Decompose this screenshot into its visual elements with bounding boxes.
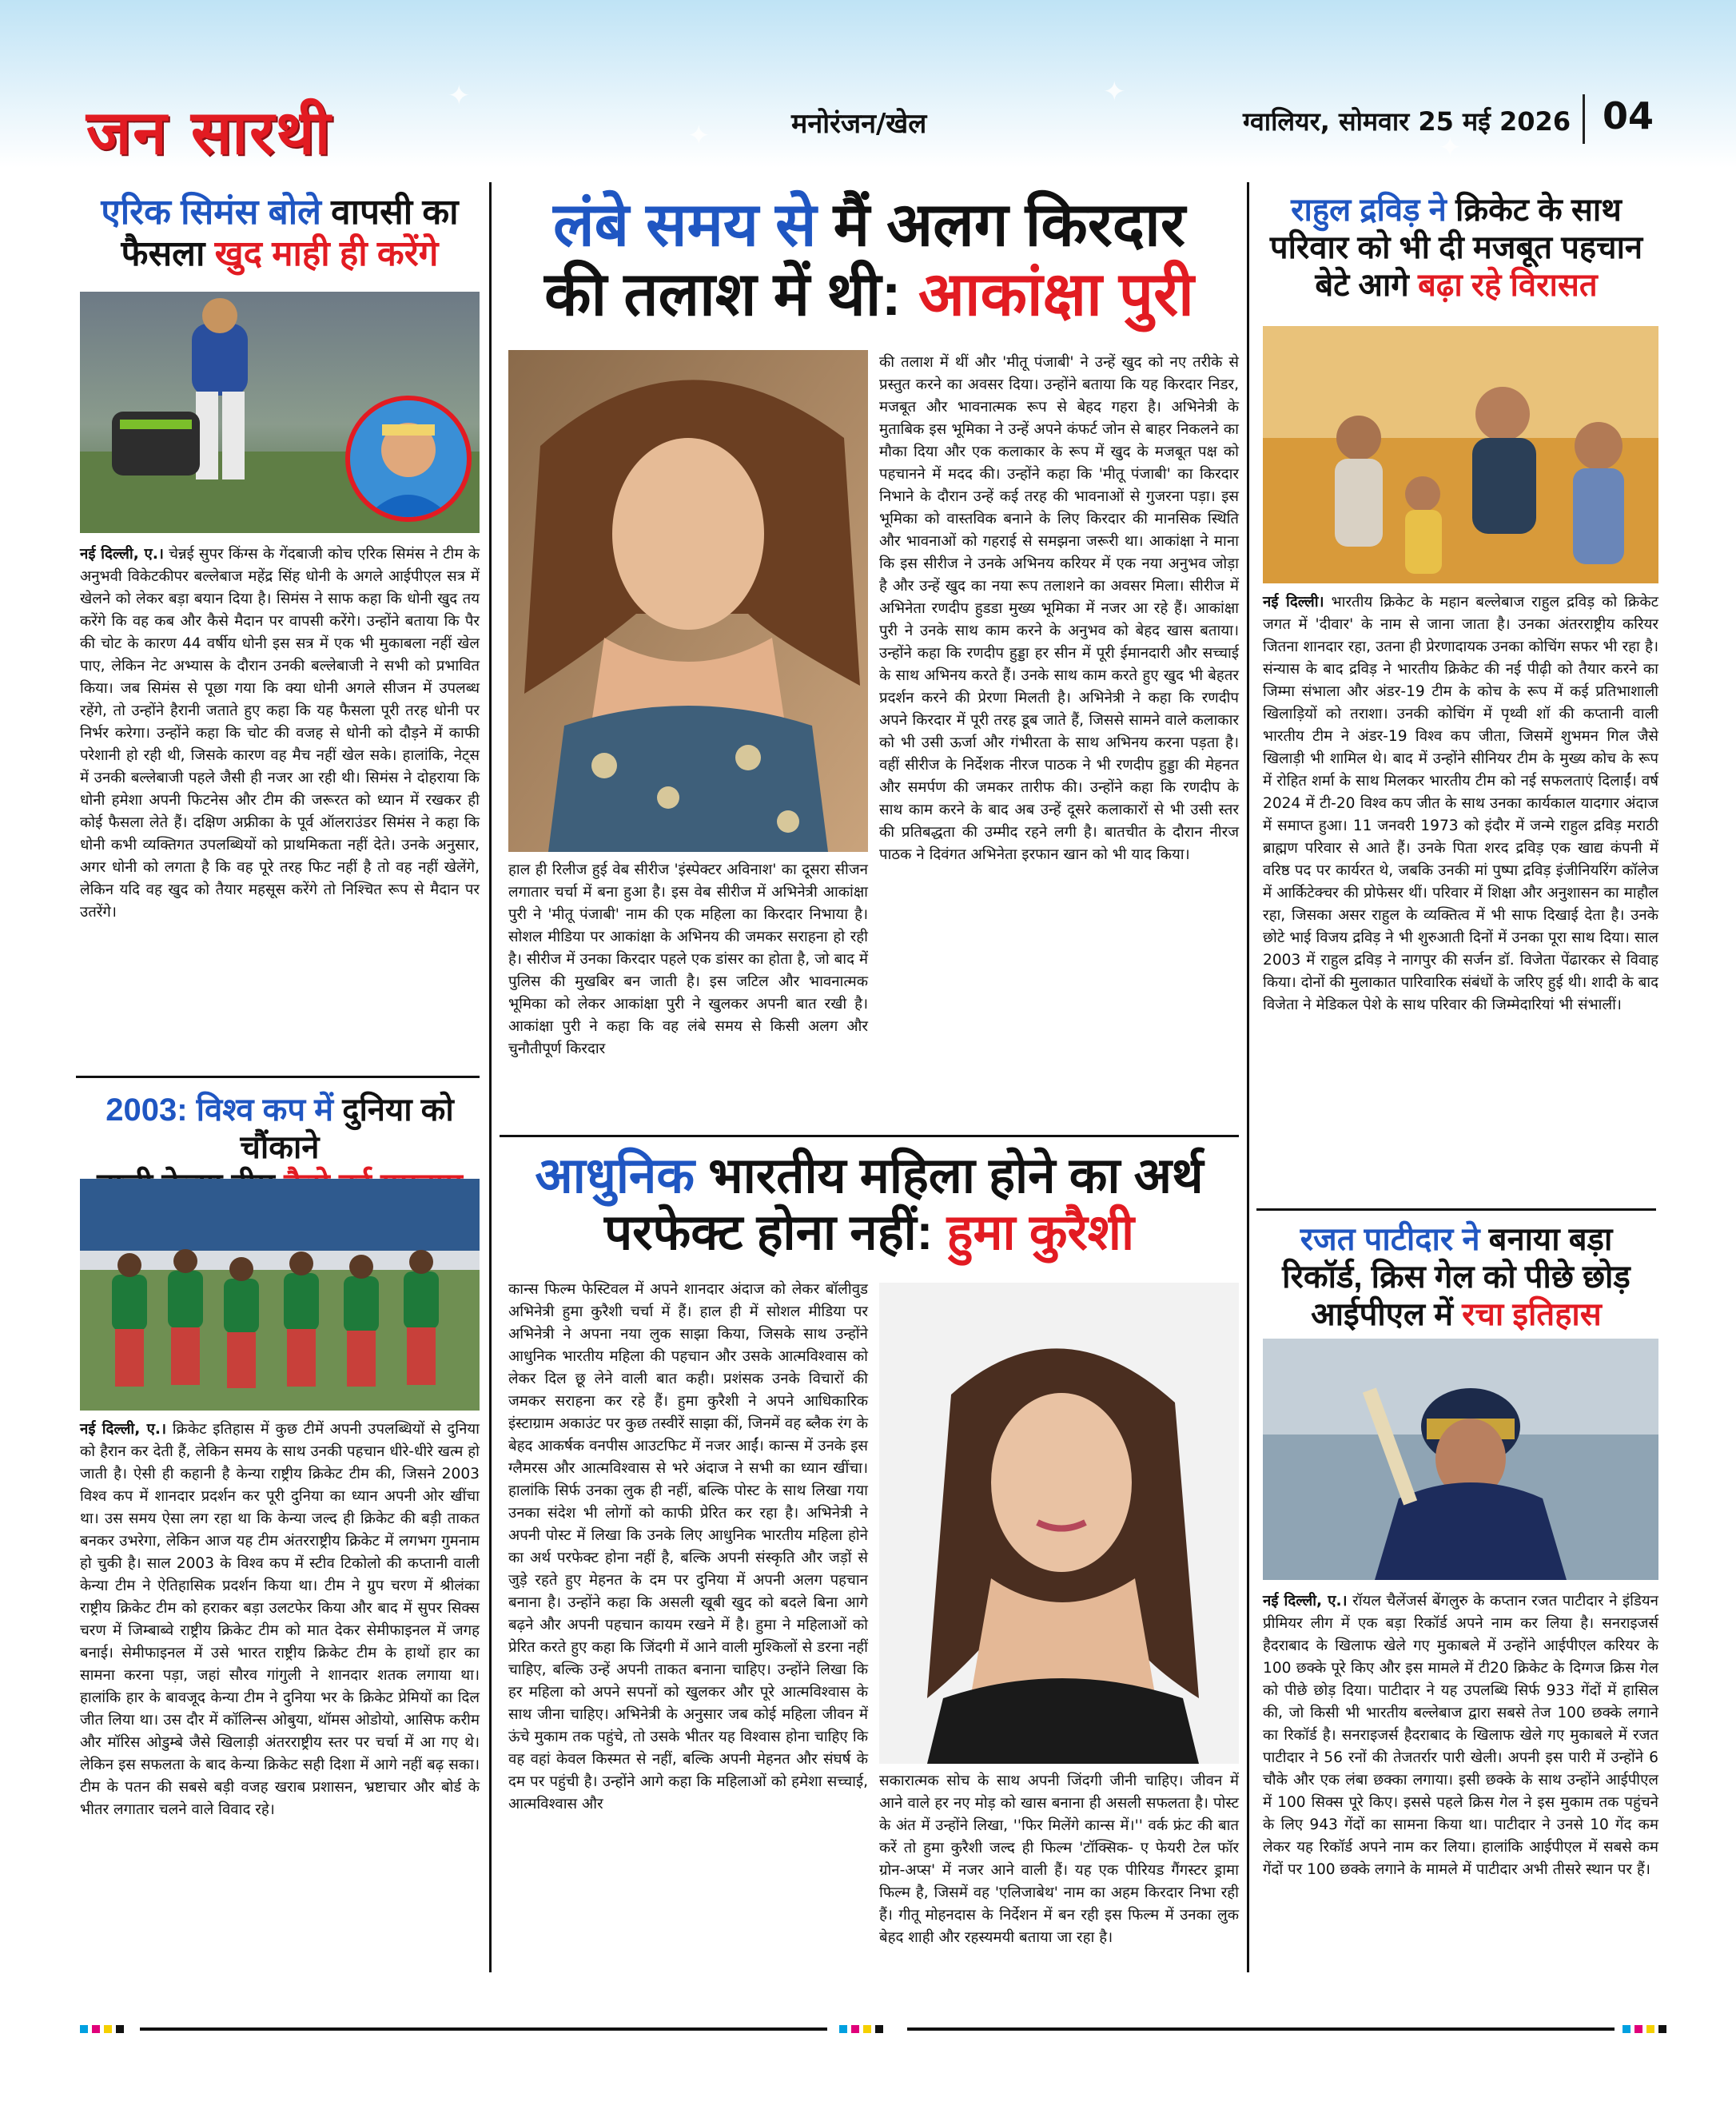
body-akanksha-1: हाल ही रिलीज हुई वेब सीरीज 'इंस्पेक्टर अविनाश' का दूसरा सीजन लगातार चर्चा में बना हुआ है। इस वेब सीरीज में अभिनेत्री आकांक्षा पुरी ने 'मीतू पंजाबी' नाम की एक महिला का किरदार निभाया है। सोशल मीडिया पर आकांक्षा के अभिनय की जमकर सराहना हो रही है। सीरीज में उनका किरदार पहले एक डांसर का होता है, जो बाद में पुलिस की मुखबिर बन जाती है। इस जटिल और भावनात्मक भूमिका को लेकर आकांक्षा पुरी ने खुलकर अपनी बात रखी है। आकांक्षा पुरी ने कहा कि वह लंबे समय से किसी अलग और चुनौतीपूर्ण किरदार bbox=[508, 862, 868, 1057]
headline-dravid: राहुल द्रविड़ ने क्रिकेट के साथ परिवार को भी दी मजबूत पहचान बेटे आगे बढ़ा रहे विरासत bbox=[1269, 193, 1643, 304]
body-simmons: नई दिल्ली, ए.। चेन्नई सुपर किंग्स के गेंदबाजी कोच एरिक सिमंस ने टीम के अनुभवी विकेटकीपर बल्लेबाज महेंद्र सिंह धोनी के अगले आईपीएल सत्र में खेलने को लेकर बड़ा बयान दिया है। सिमंस ने साफ कहा कि धोनी खुद तय करेंगे कि वह कब और कैसे मैदान पर वापसी करेंगे। उन्होंने बताया कि पैर की चोट के कारण 44 वर्षीय धोनी इस सत्र में एक भी मुकाबला नहीं खेल पाए, लेकिन नेट अभ्यास के दौरान उनकी बल्लेबाजी ने सभी को प्रभावित किया। जब सिमंस से पूछा गया कि क्या धोनी अगले सीजन में उपलब्ध रहेंगे, तो उन्होंने हैरानी जताते हुए कहा कि यह फैसला पूरी तरह धोनी पर निर्भर करेगा। उन्होंने कहा कि चोट की वजह से धोनी को दौड़ने में काफी परेशानी हो रही थी, जिसके कारण वह मैच नहीं खेल सके। हालांकि, नेट्स में उनकी बल्लेबाजी पहले जैसी ही नजर आ रही थी। सिमंस ने दोहराया कि धोनी हमेशा अपनी फिटनेस और टीम की जरूरत को ध्यान में रखकर ही कोई फैसला लेते हैं। दक्षिण अफ्रीका के पूर्व ऑलराउंडर सिमंस ने कहा कि धोनी कभी व्यक्तिगत उपलब्धियों को प्राथमिकता नहीं देते। उनके अनुसार, अगर धोनी को लगता है कि वह पूरे तरह फिट नहीं है तो वह नहीं खेलेंगे, लेकिन यदि वह खुद को तैयार महसूस करेंगे तो निश्चित रूप से मैदान पर उतरेंगे। bbox=[80, 546, 480, 921]
section-rule-right bbox=[1256, 1208, 1656, 1211]
section-name: मनोरंजन/खेल bbox=[791, 108, 927, 140]
registration-marks-center bbox=[839, 2025, 883, 2033]
star-decoration-icon: ✦ bbox=[448, 80, 471, 112]
body-kenya: नई दिल्ली, ए.। क्रिकेट इतिहास में कुछ टीमें अपनी उपलब्धियों से दुनिया को हैरान कर देती हैं, लेकिन समय के साथ उनकी पहचान धीरे-धीरे खत्म हो जाती है। ऐसी ही कहानी है केन्या राष्ट्रीय क्रिकेट टीम की, जिसने 2003 विश्व कप में शानदार प्रदर्शन कर पूरी दुनिया का ध्यान अपनी ओर खींचा था। उस समय ऐसा लग रहा था कि केन्या जल्द ही क्रिकेट की बड़ी ताकत बनकर उभरेगा, लेकिन आज यह टीम अंतरराष्ट्रीय क्रिकेट में लगभग गुमनाम हो चुकी है। साल 2003 के विश्व कप में स्टीव टिकोलो की कप्तानी वाली केन्या टीम ने ऐतिहासिक प्रदर्शन किया था। टीम ने ग्रुप चरण में श्रीलंका राष्ट्रीय क्रिकेट टीम को हराकर बड़ा उलटफेर किया और बाद में सुपर सिक्स चरण में जिम्बाब्वे राष्ट्रीय क्रिकेट टीम को मात देकर सेमीफाइनल में जगह बनाई। सेमीफाइनल में उसे भारत राष्ट्रीय क्रिकेट टीम के हाथों हार का सामना करना पड़ा, जहां सौरव गांगुली ने शानदार शतक लगाया था। हालांकि हार के बावजूद केन्या टीम ने दुनिया भर के क्रिकेट प्रेमियों का दिल जीत लिया था। उस दौर में कॉलिन्स ओबुया, थॉमस ओडोयो, आसिफ करीम और मॉरिस ओडुम्बे जैसे खिलाड़ी अंतरराष्ट्रीय स्तर पर चर्चा में आ गए थे। लेकिन इस सफलता के बाद केन्या क्रिकेट सही दिशा में आगे नहीं बढ़ सका। टीम के पतन की सबसे बड़ी वजह खराब प्रशासन, भ्रष्टाचार और बोर्ड के भीतर लगातार चलने वाले विवाद रहे। bbox=[80, 1421, 480, 1818]
body-dravid: नई दिल्ली। भारतीय क्रिकेट के महान बल्लेबाज राहुल द्रविड़ को क्रिकेट जगत में 'दीवार' के नाम से जाना जाता है। उनका अंतरराष्ट्रीय करियर जितना शानदार रहा, उतना ही प्रेरणादायक उनका कोचिंग सफर भी रहा है। संन्यास के बाद द्रविड़ ने भारतीय क्रिकेट की नई पीढ़ी को तैयार करने का जिम्मा संभाला और अंडर-19 टीम के कोच के रूप में कई प्रतिभाशाली खिलाड़ियों को तराशा। उनकी कोचिंग में पृथ्वी शॉ की कप्तानी वाली भारतीय टीम ने अंडर-19 विश्व कप जीता, जिसमें शुभमन गिल जैसे खिलाड़ी भी शामिल थे। बाद में उन्होंने सीनियर टीम के मुख्य कोच के रूप में रोहित शर्मा के साथ मिलकर भारतीय टीम को नई सफलताएं दिलाईं। वर्ष 2024 में टी-20 विश्व कप जीत के साथ उनका कार्यकाल यादगार अंदाज में समाप्त हुआ। 11 जनवरी 1973 को इंदौर में जन्मे राहुल द्रविड़ मराठी ब्राह्मण परिवार से आते हैं। उनके पिता शरद द्रविड़ एक खाद्य कंपनी में वरिष्ठ पद पर कार्यरत थे, जबकि उनकी मां पुष्पा द्रविड़ इंजीनियरिंग कॉलेज में आर्किटेक्चर की प्रोफेसर थीं। परिवार में शिक्षा और अनुशासन का माहौल रहा, जिसका असर राहुल के व्यक्तित्व में भी साफ दिखाई देता है। उनके छोटे भाई विजय द्रविड़ ने भी शुरुआती दिनों में उनका पूरा साथ दिया। साल 2003 में राहुल द्रविड़ ने नागपुर की सर्जन डॉ. विजेता पेंढारकर से विवाह किया। दोनों की मुलाकात पारिवारिक संबंधों के जरिए हुई थी। शादी के बाद विजेता ने मेडिकल पेशे के साथ परिवार की जिम्मेदारियां भी संभालीं। bbox=[1263, 594, 1658, 1013]
footer-rule-right bbox=[907, 2027, 1615, 2031]
photo-rahul-dravid bbox=[1263, 326, 1658, 583]
registration-marks-right bbox=[1623, 2025, 1666, 2033]
body-huma-1: कान्स फिल्म फेस्टिवल में अपने शानदार अंदाज को लेकर बॉलीवुड अभिनेत्री हुमा कुरैशी चर्चा में हैं। हाल ही में सोशल मीडिया पर अभिनेत्री ने अपना नया लुक साझा किया, जिसके साथ उन्होंने आधुनिक भारतीय महिला की पहचान और उसके आत्मविश्वास को लेकर दिल छू लेने वाली बात कही। प्रशंसक उनके विचारों की जमकर सराहना कर रहे हैं। हुमा कुरैशी ने अपने आधिकारिक इंस्टाग्राम अकाउंट पर कुछ तस्वीरें साझा कीं, जिनमें वह ब्लैक रंग के बेहद आकर्षक वनपीस आउटफिट में नजर आईं। कान्स में उनके इस ग्लैमरस और आत्मविश्वास से भरे अंदाज ने सभी का ध्यान खींचा। हालांकि सिर्फ उनका लुक ही नहीं, बल्कि पोस्ट के साथ लिखा गया उनका संदेश भी लोगों को काफी प्रेरित कर रहा है। अभिनेत्री ने अपनी पोस्ट में लिखा कि उनके लिए आधुनिक भारतीय महिला होने का अर्थ परफेक्ट होना नहीं है, बल्कि अपनी संस्कृति और जड़ों से जुड़े रहते हुए मेहनत के दम पर दुनिया में अपनी अलग पहचान बनाना है। उन्होंने कहा कि असली खूबी खुद को बदले बिना आगे बढ़ने और अपनी पहचान कायम रखने में है। हुमा ने महिलाओं को प्रेरित करते हुए कहा कि जिंदगी में आने वाली मुश्किलों से डरना नहीं चाहिए, बल्कि उन्हें अपनी ताकत बनाना चाहिए। उन्होंने लिखा कि हर महिला को अपने सपनों को खुलकर और पूरे आत्मविश्वास के साथ जीना चाहिए। अभिनेत्री के अनुसार जब कोई महिला जीवन में ऊंचे मुकाम तक पहुंचे, तो उसके भीतर यह विश्वास होना चाहिए कि वह वहां केवल किस्मत से नहीं, बल्कि अपनी मेहनत और संघर्ष के दम पर पहुंची है। उन्होंने आगे कहा कि महिलाओं को हमेशा सच्चाई, आत्मविश्वास और bbox=[508, 1281, 868, 1813]
page-number: 04 bbox=[1603, 94, 1654, 137]
headline-akanksha: लंबे समय से मैं अलग किरदार की तलाश में थी: आकांक्षा पुरी bbox=[544, 191, 1194, 329]
issue-dateline: ग्वालियर, सोमवार 25 मई 2026 bbox=[1243, 106, 1571, 137]
body-akanksha-2: की तलाश में थीं और 'मीतू पंजाबी' ने उन्हें खुद को नए तरीके से प्रस्तुत करने का अवसर दिया। उन्होंने बताया कि यह किरदार निडर, मजबूत और भावनात्मक रूप से बेहद गहरा है। अभिनेत्री के मुताबिक इस भूमिका ने उन्हें अपने कंफर्ट जोन से बाहर निकलने का मौका दिया और एक कलाकार के रूप में खुद के मजबूत पक्ष को पहचानने में मदद की। उन्होंने कहा कि 'मीतू पंजाबी' का किरदार निभाने के दौरान उन्हें कई तरह की भावनाओं से गुजरना पड़ा। इस भूमिका को वास्तविक बनाने के लिए किरदार की मानसिक स्थिति और भावनाओं को गहराई से समझना जरूरी था। आकांक्षा ने माना कि इस सीरीज ने उनके अभिनय करियर में एक नया अनुभव जोड़ा है और उन्हें खुद का नया रूप तलाशने का अवसर मिला। सीरीज में अभिनेता रणदीप हुडडा मुख्य भूमिका में नजर आ रहे हैं। आकांक्षा पुरी ने उनके साथ काम करने के अनुभव को बेहद खास बताया। उन्होंने कहा कि रणदीप हुड्डा हर सीन में पूरी ईमानदारी और सच्चाई के साथ अभिनय करते हैं। उनके साथ काम करते हुए खुद भी बेहतर प्रदर्शन करने की प्रेरणा मिलती है। अभिनेत्री ने कहा कि रणदीप अपने किरदार में पूरी तरह डूब जाते हैं, जिससे सामने वाले कलाकार को भी उसी ऊर्जा और गंभीरता के साथ अभिनय करना पड़ता है। वहीं सीरीज के निर्देशक नीरज पाठक ने भी रणदीप हुड्डा की मेहनत और समर्पण की जमकर तारीफ की। उन्होंने कहा कि रणदीप के साथ काम करने के बाद अब उन्हें दूसरे कलाकारों से भी उसी स्तर की प्रतिबद्धता की उम्मीद रहने लगी है। बातचीत के दौरान नीरज पाठक ने दिवंगत अभिनेता इरफान खान को भी याद किया। bbox=[879, 354, 1239, 863]
newspaper-logo: जन सारथी bbox=[86, 97, 332, 168]
footer-rule-left bbox=[140, 2027, 827, 2031]
photo-huma-qureshi bbox=[879, 1283, 1239, 1764]
headline-huma: आधुनिक भारतीय महिला होने का अर्थ परफेक्ट होना नहीं: हुमा कुरैशी bbox=[535, 1148, 1204, 1261]
star-decoration-icon: ✦ bbox=[1439, 132, 1462, 164]
page-number-divider bbox=[1583, 94, 1585, 144]
headline-simmons: एरिक सिमंस बोले वापसी का फैसला खुद माही ही करेंगे bbox=[101, 193, 459, 273]
body-huma-2: सकारात्मक सोच के साथ अपनी जिंदगी जीनी चाहिए। जीवन में आने वाले हर नए मोड़ को खास बनाना ही असली सफलता है। पोस्ट के अंत में उन्होंने लिखा, ''फिर मिलेंगे कान्स में।'' वर्क फ्रंट की बात करें तो हुमा कुरैशी जल्द ही फिल्म 'टॉक्सिक- ए फेयरी टेल फॉर ग्रोन-अप्स' में नजर आने वाली हैं। यह एक पीरियड गैंगस्टर ड्रामा फिल्म है, जिसमें वह 'एलिजाबेथ' नाम का अहम किरदार निभा रही हैं। गीतू मोहनदास के निर्देशन में बन रही इस फिल्म में उनका लुक बेहद शाही और रहस्यमयी बताया जा रहा है। bbox=[879, 1773, 1239, 1946]
headline-patidar: रजत पाटीदार ने बनाया बड़ा रिकॉर्ड, क्रिस गेल को पीछे छोड़ आईपीएल में रचा इतिहास bbox=[1282, 1222, 1630, 1333]
star-decoration-icon: ✦ bbox=[1103, 76, 1126, 108]
star-decoration-icon: ✦ bbox=[687, 120, 711, 152]
photo-rajat-patidar bbox=[1263, 1339, 1658, 1580]
headline-kenya: 2003: विश्व कप में दुनिया को चौंकाने bbox=[106, 1092, 454, 1166]
section-rule-center bbox=[500, 1135, 1239, 1137]
photo-kenya-team bbox=[80, 1179, 480, 1411]
photo-akanksha-puri bbox=[508, 350, 868, 852]
column-rule-left bbox=[489, 182, 492, 1972]
column-rule-right bbox=[1247, 182, 1249, 1972]
body-patidar: नई दिल्ली, ए.। रॉयल चैलेंजर्स बेंगलुरु के कप्तान रजत पाटीदार ने इंडियन प्रीमियर लीग में एक बड़ा रिकॉर्ड अपने नाम कर लिया है। सनराइजर्स हैदराबाद के खिलाफ खेले गए मुकाबले में उन्होंने आईपीएल करियर के 100 छक्के पूरे किए और इस मामले में टी20 क्रिकेट के दिग्गज क्रिस गेल को पीछे छोड़ दिया। पाटीदार ने यह उपलब्धि सिर्फ 933 गेंदों में हासिल की, जो किसी भी भारतीय बल्लेबाज द्वारा सबसे तेज 100 छक्के लगाने का रिकॉर्ड है। सनराइजर्स हैदराबाद के खिलाफ खेले गए मुकाबले में रजत पाटीदार ने 56 रनों की तेजतर्रार पारी खेली। अपनी इस पारी में उन्होंने 6 चौके और एक लंबा छक्का लगाया। इसी छक्के के साथ उन्होंने आईपीएल में 100 सिक्स पूरे किए। इससे पहले क्रिस गेल ने इस मुकाम तक पहुंचने के लिए 943 गेंदों का सामना किया था। पाटीदार ने उनसे 10 गेंद कम लेकर यह रिकॉर्ड अपने नाम कर लिया। हालांकि आईपीएल में सबसे कम गेंदों पर 100 छक्के लगाने के मामले में पाटीदार अभी तीसरे स्थान पर हैं। bbox=[1263, 1593, 1659, 1878]
registration-marks-left bbox=[80, 2025, 124, 2033]
masthead bbox=[0, 0, 1736, 168]
section-rule-left bbox=[76, 1076, 480, 1078]
photo-inset-simmons bbox=[345, 396, 472, 522]
